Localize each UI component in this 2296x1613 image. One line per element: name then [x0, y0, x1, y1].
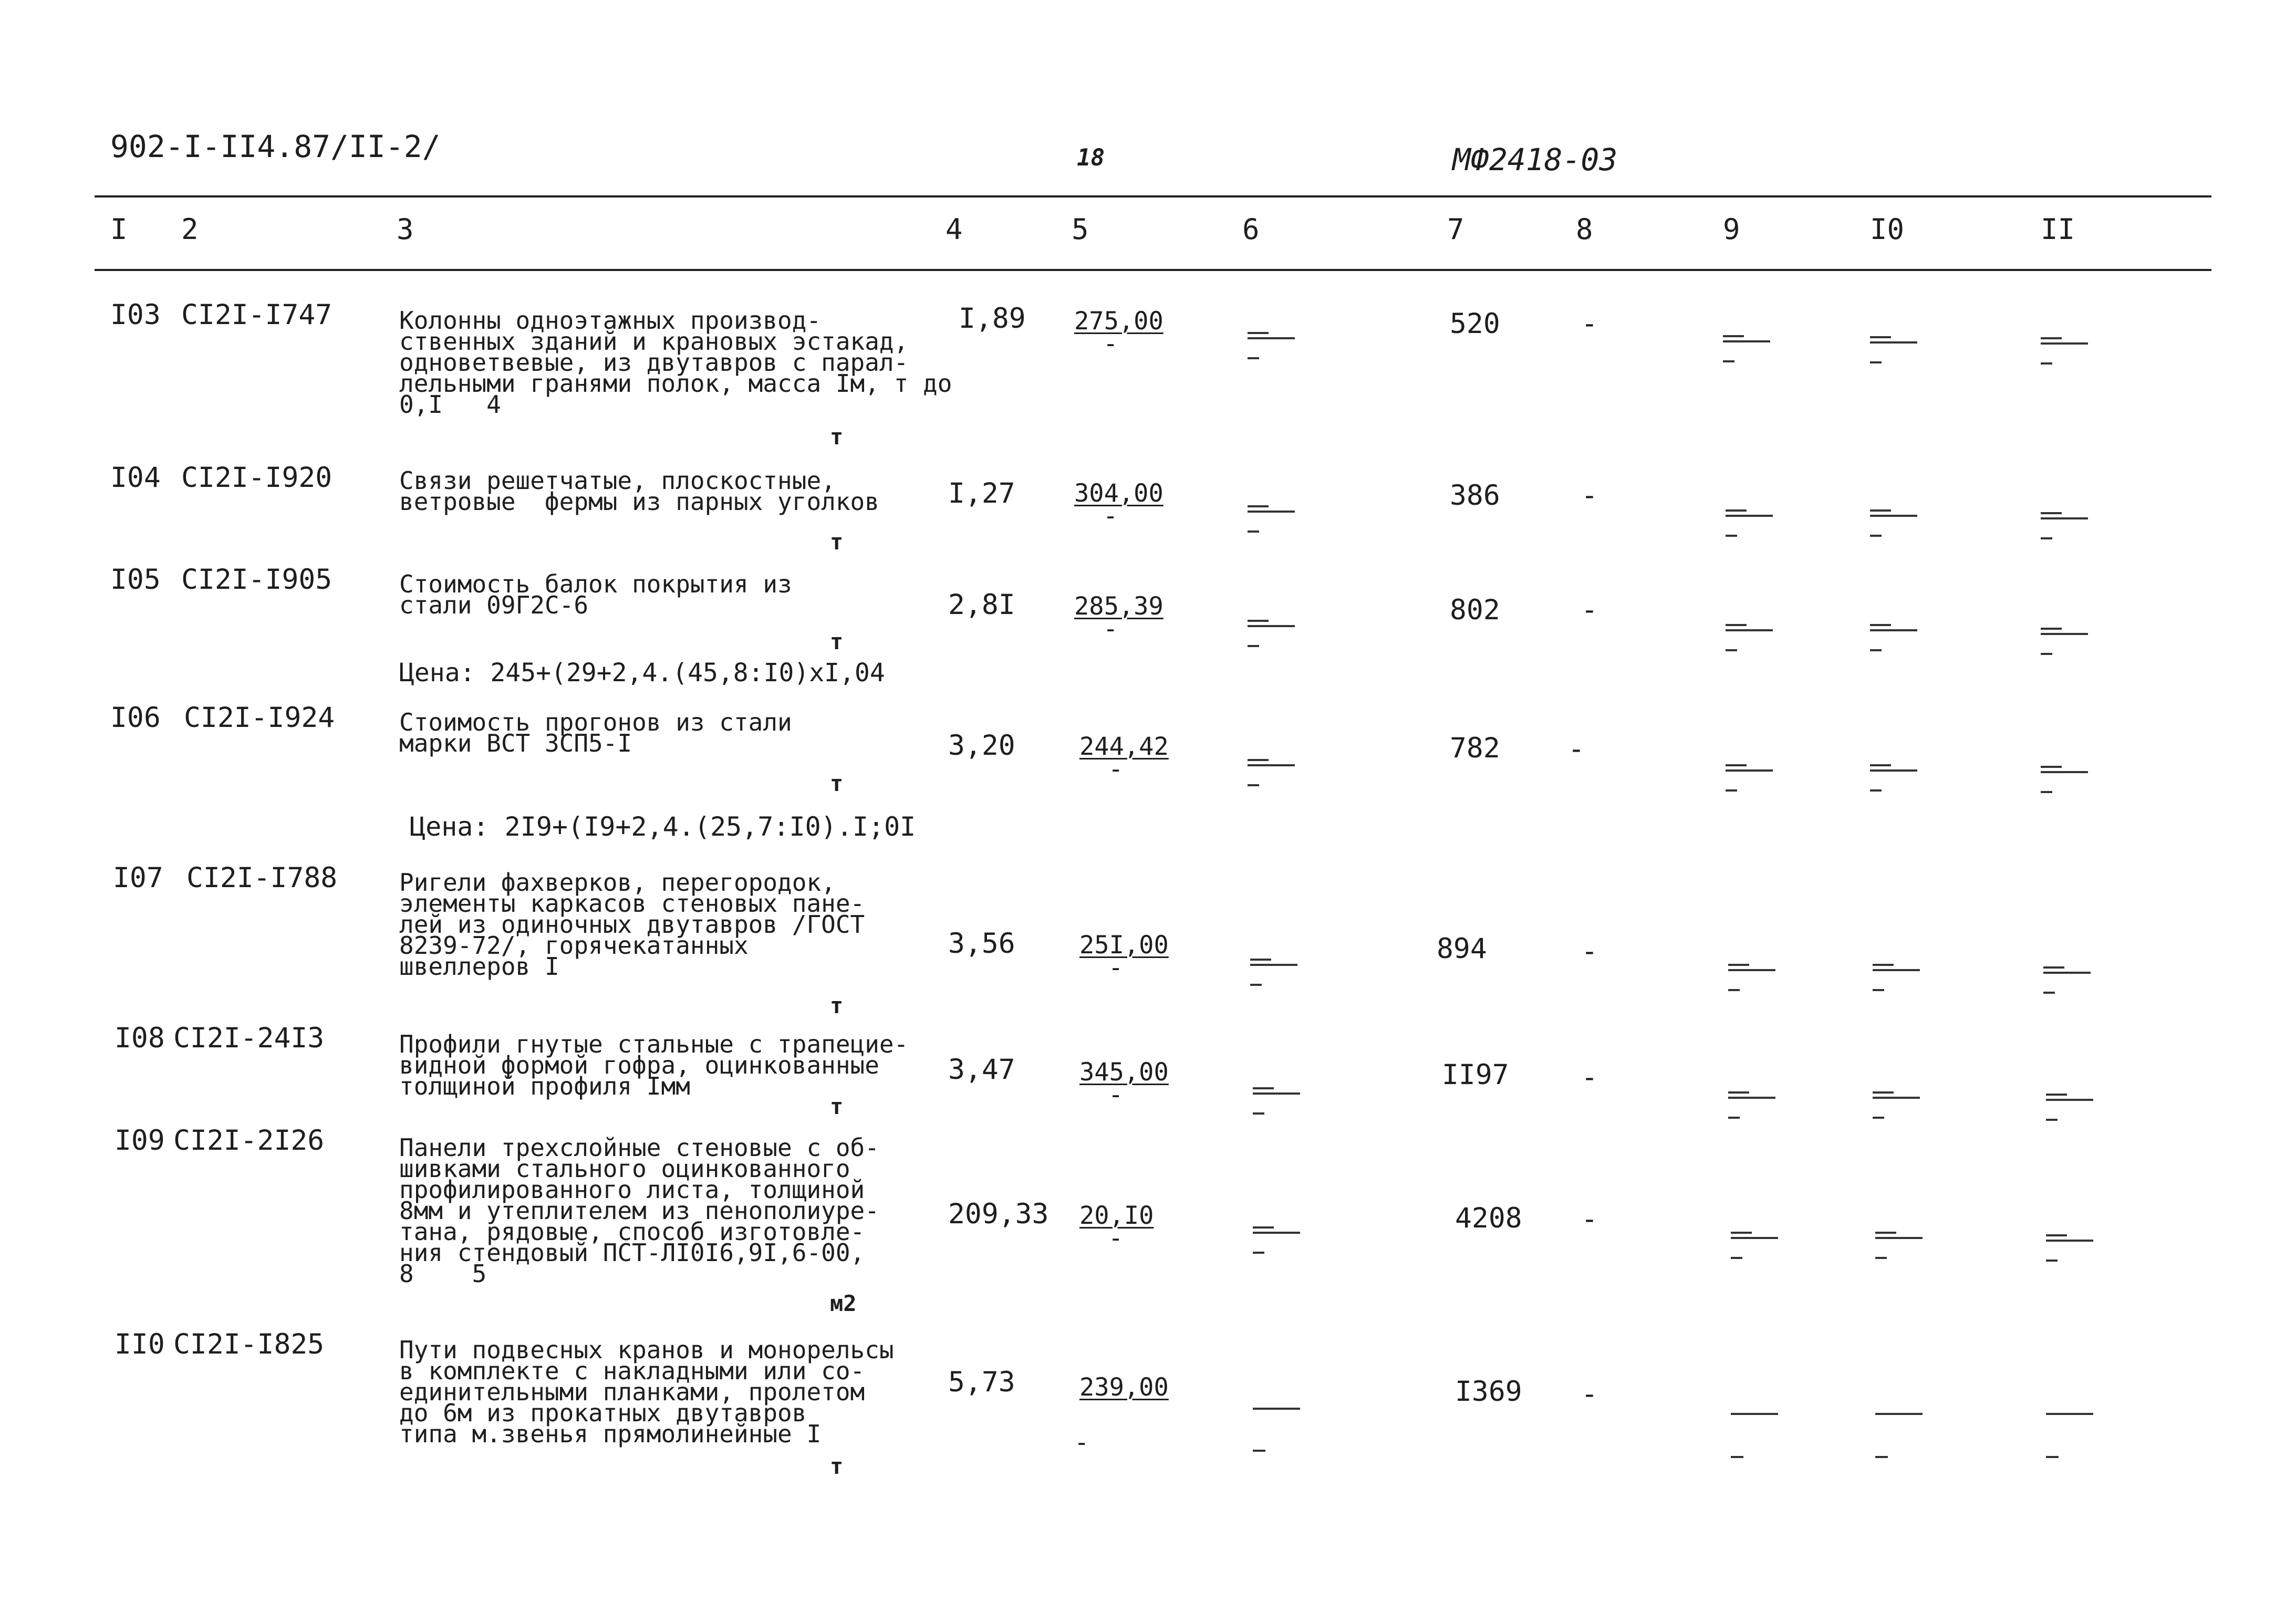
document-code: МФ2418-03 — [1452, 142, 1618, 178]
column-header-2: 2 — [181, 213, 199, 246]
row-price-value: 275,00 — [1074, 307, 1163, 336]
page-number: 18 — [1077, 144, 1105, 171]
column-header-9: 9 — [1723, 213, 1740, 246]
row-description: Ригели фахверков, перегородок, элементы каркасов стеновых пане- лей из одиночных двутавров /ГОСТ 8239-72/, горячекатанных швеллеров I — [399, 868, 865, 981]
row-code: CI2I-I825 — [173, 1328, 325, 1360]
row-col7-value: 4208 — [1455, 1202, 1522, 1234]
row-description: Стоимость балок покрытия из стали 09Г2С-6 — [399, 570, 792, 619]
row-quantity: 2,8I — [948, 589, 1015, 621]
row-price-sub: - — [1108, 1080, 1124, 1109]
row-description: Стоимость прогонов из стали марки ВСТ 3СП5-I — [399, 708, 792, 757]
row-col7-value: 386 — [1450, 480, 1500, 512]
row-col7-value: II97 — [1442, 1059, 1509, 1091]
row-price — [1074, 592, 1163, 643]
row-quantity: I,27 — [948, 477, 1015, 509]
row-price — [1074, 479, 1163, 530]
row-col8-value: - — [1581, 935, 1598, 967]
row-price-sub: - — [1103, 329, 1118, 358]
row-price — [1079, 931, 1169, 982]
dash-mark-col9-lower — [1731, 1456, 1743, 1458]
row-code: CI2I-I924 — [184, 702, 335, 734]
row-quantity: I,89 — [959, 303, 1026, 335]
row-col7-value: I369 — [1455, 1376, 1522, 1408]
row-col7-value: 802 — [1450, 594, 1500, 626]
row-price-sub: - — [1103, 615, 1118, 643]
row-code: CI2I-24I3 — [173, 1022, 325, 1054]
row-col8-value: - — [1581, 1062, 1598, 1094]
row-number: I06 — [110, 702, 161, 734]
row-unit: т — [830, 529, 844, 555]
row-col7-value: 520 — [1450, 308, 1500, 340]
column-header-11: II — [2041, 213, 2075, 246]
row-col7-value: 782 — [1450, 732, 1500, 764]
row-unit: т — [830, 771, 844, 796]
row-unit: т — [830, 629, 844, 654]
row-col8-value: - — [1581, 308, 1598, 340]
row-price — [1079, 1058, 1169, 1109]
row-price-value: 239,00 — [1079, 1373, 1169, 1402]
column-header-6: 6 — [1242, 213, 1260, 246]
row-unit: т — [830, 1453, 844, 1479]
row-price-value: 345,00 — [1079, 1058, 1169, 1087]
row-price-formula: Цена: 245+(29+2,4.(45,8:I0)xI,04 — [399, 658, 885, 688]
column-header-4: 4 — [946, 213, 963, 246]
row-code: CI2I-I788 — [186, 862, 338, 894]
row-description: Панели трехслойные стеновые с об- шивками стального оцинкованного профилированного листа, толщиной 8мм и утеплителем из пенополиуре- тана, рядовые, способ изготовле- ния стендовый ПСТ-ЛI0I6,9I,6-00, 8 5 — [399, 1133, 879, 1288]
row-col7-value: 894 — [1437, 933, 1487, 965]
row-col8-value: - — [1581, 480, 1598, 512]
row-unit: м2 — [830, 1291, 857, 1316]
dash-mark-col6-lower — [1253, 1450, 1265, 1452]
row-price — [1079, 1373, 1169, 1402]
row-price-value: 285,39 — [1074, 592, 1163, 621]
row-unit: т — [830, 1094, 844, 1119]
row-number: I04 — [110, 462, 161, 494]
row-price — [1079, 1201, 1154, 1253]
row-unit: т — [830, 424, 844, 450]
row-price-sub: - — [1103, 502, 1118, 530]
dash-mark-col10-lower — [1875, 1456, 1888, 1458]
column-header-10: I0 — [1870, 213, 1905, 246]
row-number: I08 — [115, 1022, 165, 1054]
row-price-value: 304,00 — [1074, 479, 1163, 508]
row-price-sub: - — [1108, 1224, 1124, 1253]
row-price-formula: Цена: 2I9+(I9+2,4.(25,7:I0).I;0I — [410, 811, 916, 842]
row-number: II0 — [115, 1328, 165, 1360]
column-header-7: 7 — [1447, 213, 1464, 246]
document-reference: 902-I-II4.87/II-2/ — [110, 129, 441, 164]
row-price-sub: - — [1108, 953, 1124, 982]
row-price — [1074, 307, 1163, 358]
row-description: Связи решетчатые, плоскостные, ветровые фермы из парных уголков — [399, 466, 879, 516]
column-header-1: I — [110, 213, 128, 246]
row-code: CI2I-2I26 — [173, 1125, 325, 1157]
row-price-value: 25I,00 — [1079, 931, 1169, 960]
row-col8-value: - — [1568, 733, 1585, 765]
row-price-sub: - — [1074, 1428, 1089, 1457]
header-rule — [95, 269, 2211, 271]
row-description: Колонны одноэтажных производ- ственных зданий и крановых эстакад, одноветвевые, из двутавров с парал- лельными гранями полок, масса Iм, т до 0,I 4 — [399, 306, 952, 419]
row-col8-value: - — [1581, 594, 1598, 626]
column-header-8: 8 — [1576, 213, 1593, 246]
row-quantity: 209,33 — [948, 1198, 1049, 1230]
row-quantity: 3,56 — [948, 928, 1015, 960]
row-code: CI2I-I920 — [181, 462, 333, 494]
row-number: I09 — [115, 1125, 165, 1157]
row-code: CI2I-I905 — [181, 564, 333, 596]
row-description: Профили гнутые стальные с трапецие- видной формой гофра, оцинкованные толщиной профиля Iмм — [399, 1030, 909, 1100]
row-code: CI2I-I747 — [181, 299, 333, 331]
row-number: I05 — [110, 564, 161, 596]
row-quantity: 3,47 — [948, 1054, 1015, 1086]
row-description: Пути подвесных кранов и монорельсы в комплекте с накладными или со- единительными планками, пролетом до 6м из прокатных двутавров типа м.звенья прямолинейные I — [399, 1336, 894, 1448]
row-unit: т — [830, 993, 844, 1018]
row-price-value: 244,42 — [1079, 732, 1169, 761]
row-number: I03 — [110, 299, 161, 331]
row-col8-value: - — [1581, 1378, 1598, 1410]
row-quantity: 5,73 — [948, 1366, 1015, 1398]
dash-mark-col11-lower — [2046, 1456, 2059, 1458]
column-header-5: 5 — [1072, 213, 1089, 246]
top-rule — [95, 195, 2211, 197]
row-quantity: 3,20 — [948, 730, 1015, 762]
column-header-3: 3 — [397, 213, 414, 246]
row-price-value: 20,I0 — [1079, 1201, 1154, 1230]
row-number: I07 — [113, 862, 163, 894]
row-col8-value: - — [1581, 1203, 1598, 1235]
row-price — [1079, 732, 1169, 784]
row-price-sub: - — [1108, 755, 1124, 784]
